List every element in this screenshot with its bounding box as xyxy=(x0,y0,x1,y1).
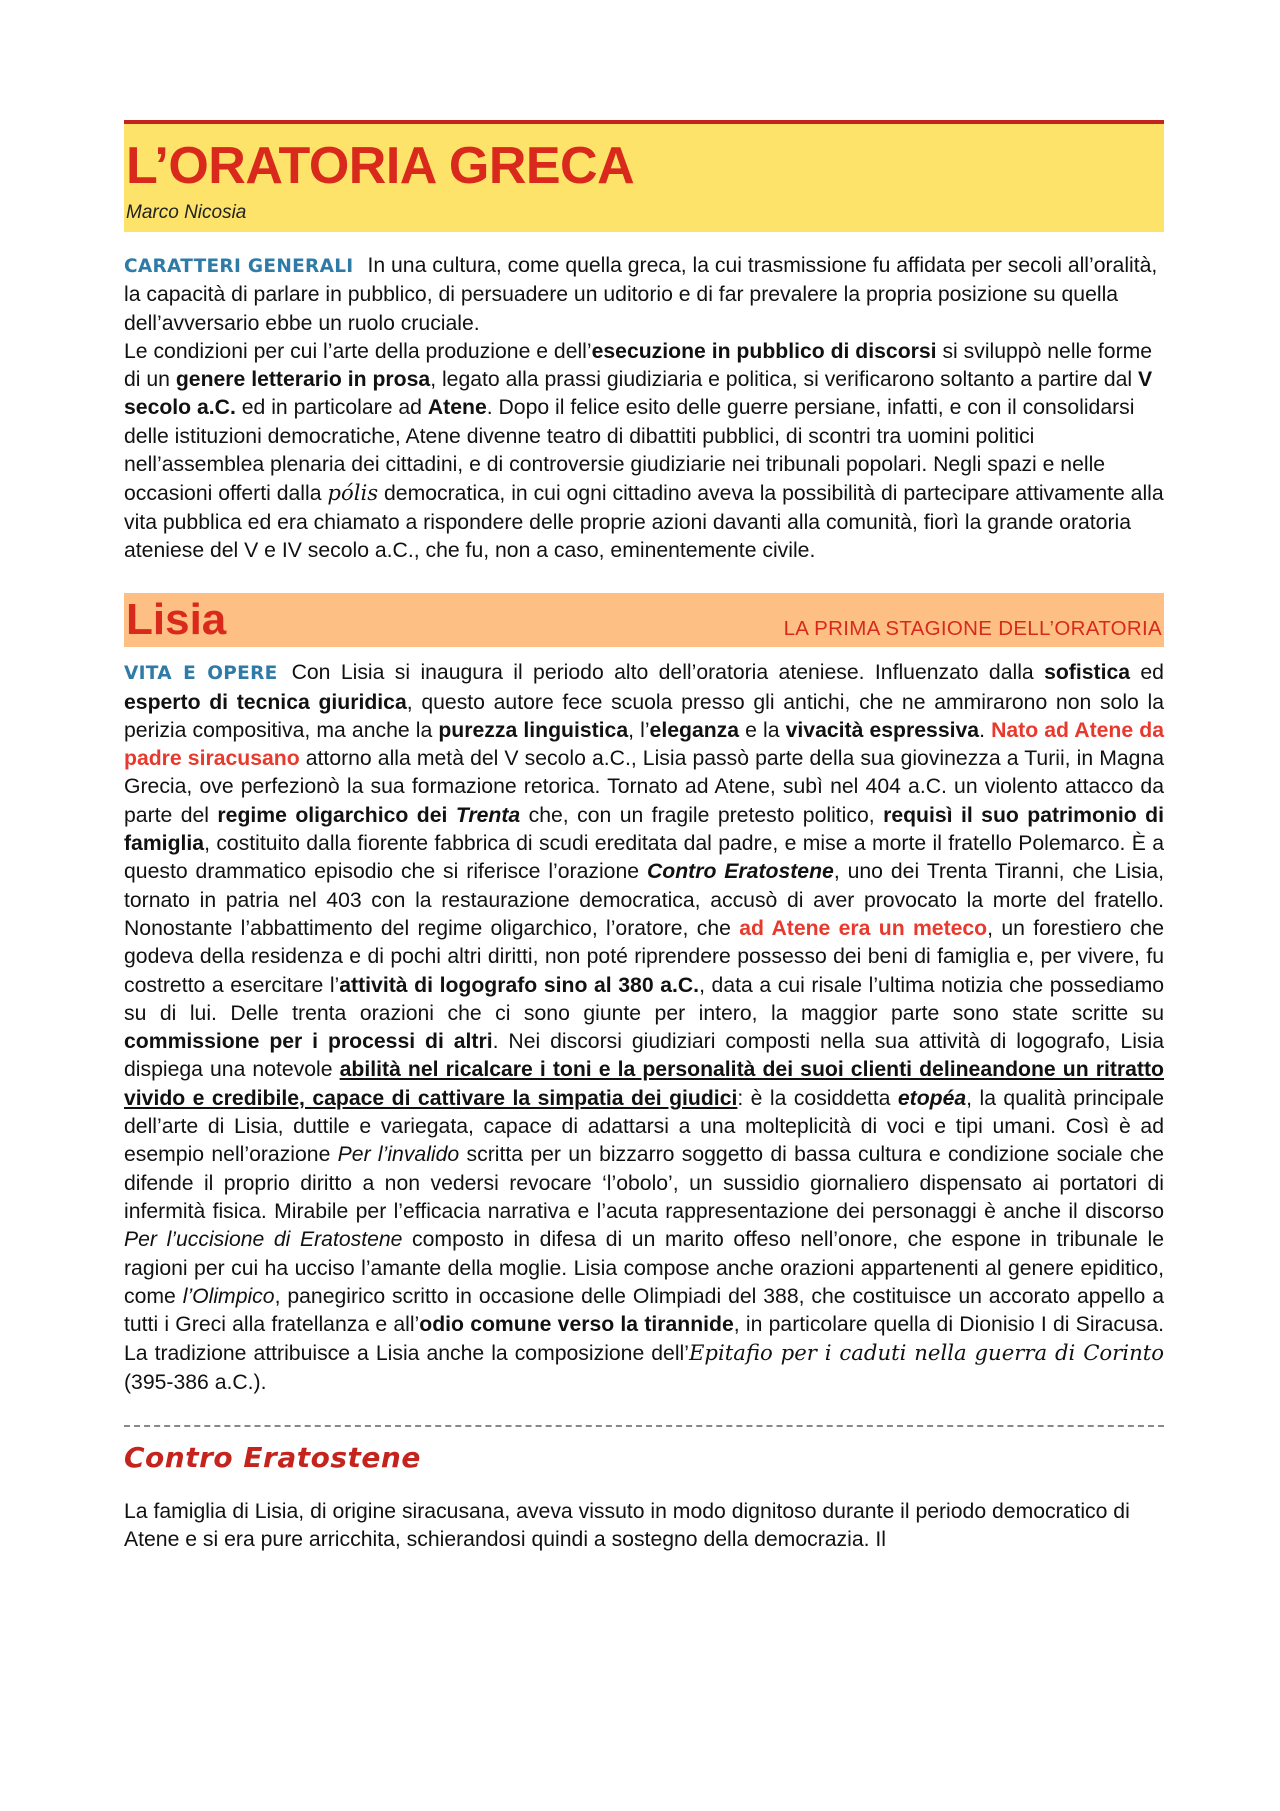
text-run: e la xyxy=(739,718,786,742)
title-banner xyxy=(124,120,1164,232)
text-run: , panegirico scritto in occasione delle Olimpiadi del 388, che costituisce un accorato appello a tutti i Greci alla fratellanza e all’ xyxy=(124,1284,1164,1337)
section-title: Lisia xyxy=(126,595,227,645)
text-run: . Nei discorsi giudiziari composti nella sua attività di logografo, Lisia dispiega una notevole xyxy=(124,1030,1164,1082)
bold-phrase: Atene xyxy=(427,396,487,420)
text-run: , in particolare quella di Dionisio I di Siracusa. La tradizione attribuisce a Lisia anche la composizione dell’ xyxy=(124,1313,1165,1366)
lisia-paragraph xyxy=(124,659,1164,1397)
italic-title: Per l’uccisione di Eratostene xyxy=(124,1228,403,1252)
bold-italic-phrase: Contro Eratostene xyxy=(646,860,834,884)
intro-paragraph-1 xyxy=(124,252,1164,338)
text-run: , costituito dalla fiorente fabbrica di scudi ereditata dal padre, e mise a morte il fratello Polemarco. È a questo drammatico episodio che si riferisce l’orazione xyxy=(124,832,1164,884)
bold-phrase: esperto di tecnica giuridica xyxy=(124,690,407,714)
text-run: scritta per un bizzarro soggetto di bassa cultura e condizione sociale che difende il proprio diritto a non vedersi revocare ‘l’obolo’, un sussidio giornaliero dispensato ai portatori di infermità fisica. Mirabile per l’efficacia narrativa e l’acuta rappresentazione dei personaggi è anche il discorso xyxy=(124,1143,1164,1223)
text-run: , uno dei Trenta Tiranni, che Lisia, tornato in patria nel 403 con la restaurazione democratica, accusò di aver provocato la morte del fratello. Nonostante l’abbattimento del regime oligarchico, l’oratore, che xyxy=(124,860,1164,940)
text-run: democratica, in cui ogni cittadino aveva la possibilità di partecipare attivamente alla vita pubblica ed era chiamato a rispondere delle proprie azioni davanti alla comunità, fiorì la grande oratoria ateniese del V e IV secolo a.C., che fu, non a caso, eminentemente civile. xyxy=(124,482,1164,562)
text-run: si sviluppò nelle forme di un xyxy=(124,339,1153,392)
text-run: ed in particolare ad xyxy=(235,396,428,420)
bold-italic-phrase: Trenta xyxy=(455,803,521,827)
text-run: Con Lisia si inaugura il periodo alto dell’oratoria ateniese. Influenzato dalla xyxy=(291,661,1045,685)
bold-phrase: V secolo a.C. xyxy=(124,368,1153,420)
italic-title: l’Olimpico xyxy=(182,1284,275,1308)
highlighted-phrase: ad Atene era un meteco xyxy=(739,916,988,940)
italic-title: pólis xyxy=(327,480,379,506)
italic-title: Per l’invalido xyxy=(337,1143,460,1167)
italic-title: Epitafio per i caduti nella guerra di Corinto xyxy=(688,1340,1164,1366)
text-run: (395-386 a.C.). xyxy=(124,1370,267,1394)
text-run: , questo autore fece scuola presso gli antichi, che ne ammirarono non solo la perizia compositiva, ma anche la xyxy=(124,690,1165,742)
bold-phrase: esecuzione in pubblico di discorsi xyxy=(591,339,937,363)
author-name: Marco Nicosia xyxy=(126,202,247,223)
contro-eratostene-paragraph xyxy=(124,1498,1164,1555)
kicker-caratteri-generali: CARATTERI GENERALI xyxy=(124,256,354,277)
section-banner-lisia xyxy=(124,593,1164,647)
bold-phrase: vivacità espressiva xyxy=(785,718,980,742)
text-run: che, con un fragile pretesto politico, xyxy=(520,803,884,827)
text-run: , un forestiero che godeva della residenza e di pochi altri diritti, non poté riprendere possesso dei beni di famiglia e, per vivere, fu costretto a esercitare l’ xyxy=(124,916,1164,997)
text-run: , l’ xyxy=(628,718,650,742)
bold-phrase: genere letterario in prosa xyxy=(175,368,431,392)
text-run: La famiglia di Lisia, di origine siracusana, aveva vissuto in modo dignitoso durante il periodo democratico di Atene e si era pure arricchita, schierandosi quindi a sostegno della democrazia. Il xyxy=(124,1499,1130,1552)
bold-phrase: commissione per i processi di altri xyxy=(124,1030,493,1054)
text-run: : è la cosiddetta xyxy=(737,1086,898,1110)
text-run: . Dopo il felice esito delle guerre persiane, infatti, e con il consolidarsi delle istituzioni democratiche, Atene divenne teatro di dibattiti pubblici, di scontri tra uomini politici nell’assemblea plenaria dei cittadini, e di controversie giudiziarie nei tribunali popolari. Negli spazi e nelle occasioni offerti dalla xyxy=(124,396,1135,506)
text-run: ed xyxy=(1130,661,1164,685)
bold-phrase: attività di logografo sino al 380 a.C. xyxy=(339,973,700,997)
bold-phrase: purezza linguistica xyxy=(438,718,629,742)
text-run: , la qualità principale dell’arte di Lisia, duttile e variegata, capace di adattarsi a una molteplicità di voci e tipi umani. Così è ad esempio nell’orazione xyxy=(124,1086,1164,1167)
intro-paragraph-2 xyxy=(124,338,1164,565)
bold-phrase: regime oligarchico dei xyxy=(217,803,456,827)
underlined-phrase: abilità nel ricalcare i toni e la personalità dei suoi clienti delineandone un ritratto vivido e credibile, capace di cattivare la simpatia dei giudici xyxy=(124,1058,1164,1110)
page xyxy=(124,120,1164,1555)
bold-italic-phrase: etopéa xyxy=(897,1086,967,1110)
bold-phrase: sofistica xyxy=(1044,661,1131,685)
bold-phrase: requisì il suo patrimonio di famiglia xyxy=(124,803,1164,856)
text-run: , legato alla prassi giudiziaria e politica, si verificarono soltanto a partire dal xyxy=(430,368,1138,392)
text-run: , data a cui risale l’ultima notizia che possediamo su di lui. Delle trenta orazioni che ci sono giunte per intero, la maggior parte sono state scritte su xyxy=(124,973,1164,1025)
kicker-vita-e-opere: VITA E OPERE xyxy=(124,663,278,685)
text-run: . xyxy=(979,718,992,742)
text-run: Le condizioni per cui l’arte della produzione e dell’ xyxy=(124,339,592,363)
subsection-title: Contro Eratostene xyxy=(124,1440,421,1474)
text-run: composto in difesa di un marito offeso nell’onore, che espone in tribunale le ragioni per cui ha ucciso l’amante della moglie. Lisia compose anche orazioni appartenenti al genere epiditico, come xyxy=(124,1228,1164,1308)
highlighted-phrase: Nato ad Atene da padre siracusano xyxy=(124,718,1164,771)
bold-phrase: eleganza xyxy=(649,718,740,742)
dashed-divider xyxy=(124,1425,1164,1427)
page-title: L’ORATORIA GRECA xyxy=(126,137,635,195)
bold-phrase: odio comune verso la tirannide xyxy=(419,1313,734,1337)
section-subtitle: LA PRIMA STAGIONE DELL’ORATORIA xyxy=(783,617,1162,641)
text-run: In una cultura, come quella greca, la cui trasmissione fu affidata per secoli all’oralità, la capacità di parlare in pubblico, di persuadere un uditorio e di far prevalere la propria posizione su quella dell’avversario ebbe un ruolo cruciale. xyxy=(124,254,1158,335)
text-run: attorno alla metà del V secolo a.C., Lisia passò parte della sua giovinezza a Turii, in Magna Grecia, ove perfezionò la sua formazione retorica. Tornato ad Atene, subì nel 404 a.C. un violento attacco da parte del xyxy=(124,747,1164,827)
lisia-paragraph-text xyxy=(124,661,1164,1393)
